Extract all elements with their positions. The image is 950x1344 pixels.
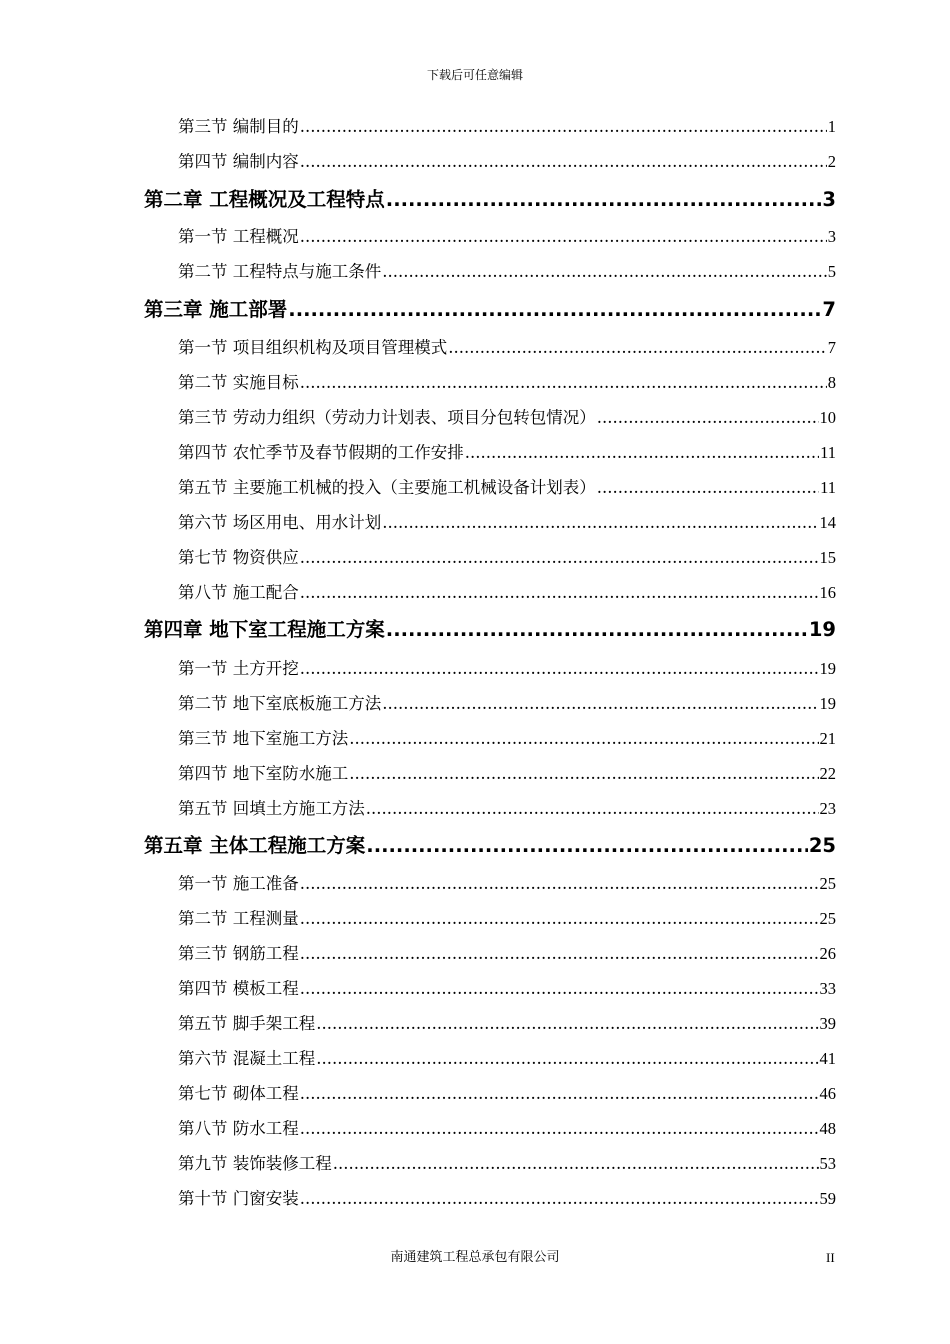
toc-entry-title: 第三章 施工部署 bbox=[144, 298, 288, 321]
toc-entry-chapter[interactable] bbox=[144, 187, 836, 213]
toc-entry-page: 22 bbox=[819, 764, 836, 783]
toc-entry-title: 第一节 土方开挖 bbox=[178, 659, 299, 678]
toc-entry-section[interactable] bbox=[178, 978, 836, 1000]
toc-entry-page: 46 bbox=[819, 1084, 836, 1103]
toc-entry-section[interactable] bbox=[178, 547, 836, 569]
toc-entry-chapter[interactable] bbox=[144, 617, 836, 643]
toc-dot-leader bbox=[382, 693, 818, 715]
toc-entry-page: 33 bbox=[819, 979, 836, 998]
footer-page-number: II bbox=[826, 1250, 835, 1265]
toc-entry-page: 11 bbox=[820, 478, 836, 497]
toc-entry-title: 第八节 防水工程 bbox=[178, 1119, 299, 1138]
toc-entry-title: 第六节 混凝土工程 bbox=[178, 1049, 316, 1068]
toc-entry-page: 25 bbox=[819, 909, 836, 928]
toc-entry-title: 第八节 施工配合 bbox=[178, 583, 299, 602]
toc-entry-section[interactable] bbox=[178, 1013, 836, 1035]
toc-entry-title: 第二节 工程测量 bbox=[178, 909, 299, 928]
toc-entry-page: 5 bbox=[827, 262, 836, 281]
toc-entry-title: 第四节 地下室防水施工 bbox=[178, 764, 349, 783]
toc-dot-leader bbox=[366, 833, 808, 859]
toc-dot-leader bbox=[300, 978, 819, 1000]
toc-entry-section[interactable] bbox=[178, 693, 836, 715]
toc-entry-section[interactable] bbox=[178, 728, 836, 750]
toc-entry-title: 第五节 回填土方施工方法 bbox=[178, 799, 365, 818]
toc-entry-section[interactable] bbox=[178, 116, 836, 138]
toc-entry-page: 10 bbox=[819, 408, 836, 427]
toc-entry-section[interactable] bbox=[178, 943, 836, 965]
toc-entry-title: 第二章 工程概况及工程特点 bbox=[144, 188, 385, 211]
toc-dot-leader bbox=[300, 873, 819, 895]
toc-entry-title: 第四节 编制内容 bbox=[178, 152, 299, 171]
toc-entry-title: 第四节 模板工程 bbox=[178, 979, 299, 998]
toc-entry-page: 23 bbox=[819, 799, 836, 818]
toc-entry-page: 41 bbox=[819, 1049, 836, 1068]
toc-entry-section[interactable] bbox=[178, 908, 836, 930]
toc-entry-title: 第五章 主体工程施工方案 bbox=[144, 834, 366, 857]
toc-entry-page: 25 bbox=[808, 834, 836, 857]
toc-dot-leader bbox=[382, 261, 827, 283]
page-footer bbox=[0, 1249, 950, 1269]
toc-entry-section[interactable] bbox=[178, 226, 836, 248]
toc-entry-page: 48 bbox=[819, 1119, 836, 1138]
toc-dot-leader bbox=[349, 763, 818, 785]
toc-entry-page: 25 bbox=[819, 874, 836, 893]
toc-entry-section[interactable] bbox=[178, 442, 836, 464]
toc-entry-title: 第一节 项目组织机构及项目管理模式 bbox=[178, 338, 448, 357]
toc-entry-page: 19 bbox=[819, 694, 836, 713]
toc-entry-title: 第七节 砌体工程 bbox=[178, 1084, 299, 1103]
toc-dot-leader bbox=[300, 226, 827, 248]
toc-dot-leader bbox=[300, 151, 827, 173]
toc-entry-title: 第一节 施工准备 bbox=[178, 874, 299, 893]
toc-entry-title: 第九节 装饰装修工程 bbox=[178, 1154, 332, 1173]
toc-entry-section[interactable] bbox=[178, 763, 836, 785]
toc-entry-title: 第二节 工程特点与施工条件 bbox=[178, 262, 382, 281]
toc-entry-page: 16 bbox=[819, 583, 836, 602]
toc-entry-title: 第五节 主要施工机械的投入（主要施工机械设备计划表） bbox=[178, 478, 596, 497]
toc-entry-page: 14 bbox=[819, 513, 836, 532]
toc-dot-leader bbox=[300, 1188, 819, 1210]
toc-entry-section[interactable] bbox=[178, 151, 836, 173]
toc-dot-leader bbox=[366, 798, 819, 820]
toc-entry-section[interactable] bbox=[178, 1048, 836, 1070]
toc-dot-leader bbox=[288, 297, 821, 323]
toc-entry-section[interactable] bbox=[178, 658, 836, 680]
toc-entry-section[interactable] bbox=[178, 1118, 836, 1140]
toc-entry-chapter[interactable] bbox=[144, 297, 836, 323]
toc-entry-title: 第七节 物资供应 bbox=[178, 548, 299, 567]
toc-entry-title: 第四章 地下室工程施工方案 bbox=[144, 618, 385, 641]
toc-entry-page: 3 bbox=[827, 227, 836, 246]
toc-entry-title: 第一节 工程概况 bbox=[178, 227, 299, 246]
toc-dot-leader bbox=[300, 943, 819, 965]
toc-entry-page: 1 bbox=[827, 117, 836, 136]
toc-dot-leader bbox=[597, 407, 819, 429]
toc-entry-page: 59 bbox=[819, 1189, 836, 1208]
toc-entry-section[interactable] bbox=[178, 407, 836, 429]
toc-dot-leader bbox=[349, 728, 818, 750]
toc-entry-section[interactable] bbox=[178, 1083, 836, 1105]
toc-entry-page: 21 bbox=[819, 729, 836, 748]
toc-entry-page: 8 bbox=[827, 373, 836, 392]
toc-entry-section[interactable] bbox=[178, 261, 836, 283]
toc-entry-title: 第三节 地下室施工方法 bbox=[178, 729, 349, 748]
toc-entry-page: 7 bbox=[827, 338, 836, 357]
toc-entry-section[interactable] bbox=[178, 337, 836, 359]
toc-dot-leader bbox=[316, 1048, 818, 1070]
toc-entry-title: 第五节 脚手架工程 bbox=[178, 1014, 316, 1033]
toc-dot-leader bbox=[300, 372, 827, 394]
toc-dot-leader bbox=[316, 1013, 818, 1035]
toc-entry-title: 第三节 劳动力组织（劳动力计划表、项目分包转包情况） bbox=[178, 408, 596, 427]
toc-entry-page: 26 bbox=[819, 944, 836, 963]
toc-dot-leader bbox=[382, 512, 818, 534]
toc-entry-title: 第二节 地下室底板施工方法 bbox=[178, 694, 382, 713]
toc-entry-section[interactable] bbox=[178, 1188, 836, 1210]
toc-dot-leader bbox=[300, 908, 819, 930]
page-header-text: 下载后可任意编辑 bbox=[426, 68, 523, 82]
toc-entry-page: 11 bbox=[820, 443, 836, 462]
toc-entry-page: 2 bbox=[827, 152, 836, 171]
toc-entry-title: 第六节 场区用电、用水计划 bbox=[178, 513, 382, 532]
toc-entry-section[interactable] bbox=[178, 372, 836, 394]
toc-entry-page: 39 bbox=[819, 1014, 836, 1033]
toc-entry-section[interactable] bbox=[178, 582, 836, 604]
toc-dot-leader bbox=[386, 617, 808, 643]
toc-entry-section[interactable] bbox=[178, 1153, 836, 1175]
toc-dot-leader bbox=[300, 1118, 819, 1140]
toc-dot-leader bbox=[465, 442, 819, 464]
toc-entry-section[interactable] bbox=[178, 798, 836, 820]
toc-entry-section[interactable] bbox=[178, 477, 836, 499]
toc-entry-page: 7 bbox=[822, 298, 836, 321]
toc-entry-chapter[interactable] bbox=[144, 833, 836, 859]
toc-dot-leader bbox=[333, 1153, 819, 1175]
toc-dot-leader bbox=[597, 477, 819, 499]
toc-entry-section[interactable] bbox=[178, 512, 836, 534]
toc-entry-page: 15 bbox=[819, 548, 836, 567]
toc-dot-leader bbox=[300, 116, 827, 138]
toc-entry-section[interactable] bbox=[178, 873, 836, 895]
toc-dot-leader bbox=[448, 337, 827, 359]
toc-entry-page: 19 bbox=[808, 618, 836, 641]
toc-entry-title: 第三节 编制目的 bbox=[178, 117, 299, 136]
toc-entry-title: 第二节 实施目标 bbox=[178, 373, 299, 392]
toc-dot-leader bbox=[386, 187, 822, 213]
toc-dot-leader bbox=[300, 658, 819, 680]
toc-entry-title: 第三节 钢筋工程 bbox=[178, 944, 299, 963]
toc-entry-page: 53 bbox=[819, 1154, 836, 1173]
toc-dot-leader bbox=[300, 547, 819, 569]
toc-dot-leader bbox=[300, 582, 819, 604]
toc-entry-title: 第十节 门窗安装 bbox=[178, 1189, 299, 1208]
toc-dot-leader bbox=[300, 1083, 819, 1105]
toc-entry-page: 19 bbox=[819, 659, 836, 678]
toc-entry-page: 3 bbox=[822, 188, 836, 211]
toc-entry-title: 第四节 农忙季节及春节假期的工作安排 bbox=[178, 443, 464, 462]
footer-company-name: 南通建筑工程总承包有限公司 bbox=[390, 1250, 560, 1265]
